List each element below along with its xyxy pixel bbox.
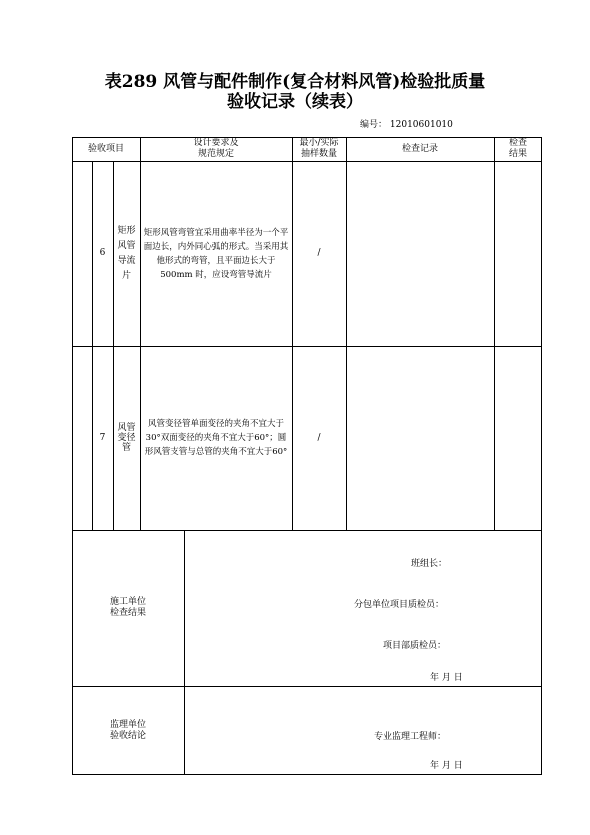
header-requirement: 设计要求及 规范规定 [193, 138, 239, 159]
construction-date: 年 月 日 [430, 673, 463, 683]
col-divider [494, 137, 495, 530]
supervision-label: 监理单位 验收结论 [109, 719, 146, 741]
sub-inspector-signature: 分包单位项目质检员： [354, 600, 445, 610]
dept-inspector-signature: 项目部质检员： [383, 641, 447, 651]
supervision-engineer-signature: 专业监理工程师： [374, 732, 447, 742]
document-subtitle: 验收记录（续表） [227, 92, 363, 112]
document-title: 表289 风管与配件制作(复合材料风管)检验批质量 [104, 72, 486, 92]
header-quantity: 最小/实际 抽样数量 [299, 138, 339, 159]
row-number: 6 [99, 248, 106, 258]
code-value: 12010601010 [389, 120, 453, 130]
row-item-name: 风管 变径 管 [117, 423, 136, 453]
row-quantity: / [317, 248, 321, 258]
row-quantity: / [317, 432, 321, 443]
row-number: 7 [99, 432, 106, 443]
header-record: 检查记录 [401, 143, 438, 154]
row-item-name: 矩形 风管 导流 片 [117, 225, 136, 281]
header-result: 检查 结果 [508, 138, 527, 159]
document-code [360, 117, 453, 130]
code-label: 编号： [360, 120, 388, 130]
col-divider [346, 137, 347, 530]
team-leader-signature: 班组长： [411, 559, 448, 569]
col-divider [184, 530, 185, 775]
construction-label: 施工单位 检查结果 [109, 597, 146, 618]
supervision-date: 年 月 日 [430, 761, 463, 771]
row-requirement: 矩形风管弯管宜采用曲率半径为一个平面边长，内外同心弧的形式。当采用其他形式的弯管，且平面边长大于500mm 时，应设弯管导流片 [143, 227, 289, 280]
header-item: 验收项目 [87, 143, 124, 154]
row-requirement: 风管变径管单面变径的夹角不宜大于30°双面变径的夹角不宜大于60°；圆形风管支管与总管的夹角不宜大于60° [144, 419, 288, 457]
